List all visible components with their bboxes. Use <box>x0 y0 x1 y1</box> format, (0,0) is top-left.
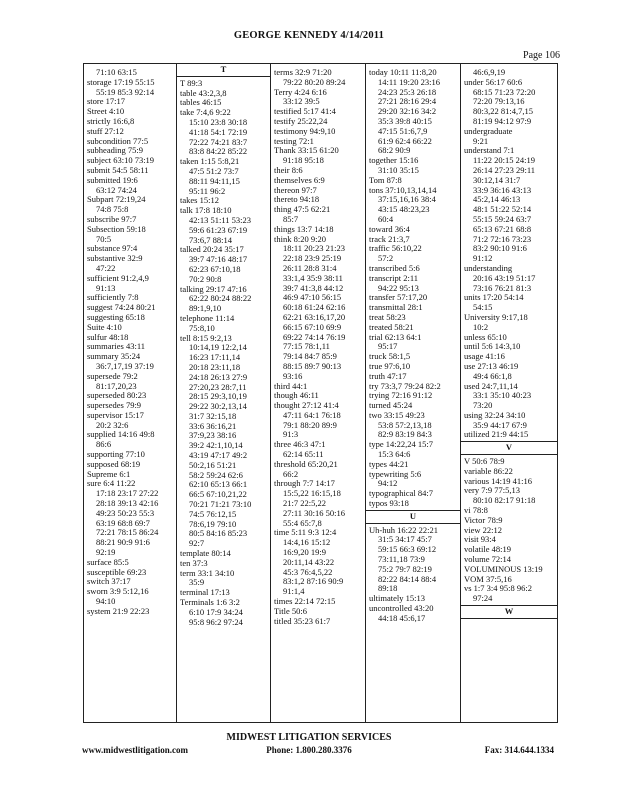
index-entry-continuation: 91:3 <box>283 430 299 440</box>
index-entry-continuation: 35:9 44:17 67:9 <box>473 420 527 430</box>
index-entry-continuation: 48:1 51:22 52:14 <box>473 205 532 215</box>
index-entry-continuation: 31:5 34:17 45:7 <box>378 535 432 545</box>
index-entry-continuation: 70:21 71:21 73:10 <box>189 500 252 510</box>
footer-company-name: MIDWEST LITIGATION SERVICES <box>226 732 392 743</box>
index-entry-continuation: 44:18 45:6,17 <box>378 613 426 623</box>
index-entry: term 33:1 34:10 <box>180 568 235 578</box>
index-entry: table 43:2,3,8 <box>180 88 227 98</box>
index-entry-continuation: 73:11,18 73:9 <box>378 555 425 565</box>
index-entry: supersede 79:2 <box>87 371 138 381</box>
index-entry: testing 72:1 <box>274 136 314 146</box>
index-entry: Street 4:10 <box>87 107 125 117</box>
index-entry-continuation: 22:18 23:9 25:19 <box>283 254 342 264</box>
index-entry: under 56:17 60:6 <box>464 77 523 87</box>
index-entry: use 27:13 46:19 <box>464 361 519 371</box>
letter-section-header: W <box>461 605 557 619</box>
index-entry-continuation: 57:2 <box>378 254 394 264</box>
index-entry-continuation: 80:3,22 81:4,7,15 <box>473 107 533 117</box>
index-entry-continuation: 71:2 72:16 73:23 <box>473 234 532 244</box>
index-entry: treated 58:21 <box>369 322 414 332</box>
index-entry: University 9:17,18 <box>464 312 528 322</box>
index-entry: variable 86:22 <box>464 466 513 476</box>
index-entry-continuation: 33:12 39:5 <box>283 97 320 107</box>
index-entry-continuation: 89:18 <box>378 584 398 594</box>
index-entry: vi 78:8 <box>464 506 488 516</box>
index-entry: supposed 68:19 <box>87 459 141 469</box>
index-entry-continuation: 60:18 61:24 62:16 <box>283 303 346 313</box>
index-entry: tables 46:15 <box>180 98 222 108</box>
index-entry: Terminals 1:6 3:2 <box>180 598 240 608</box>
index-entry: summaries 43:11 <box>87 342 145 352</box>
index-entry: sulfur 48:18 <box>87 332 129 342</box>
index-entry-continuation: 21:7 22:5,22 <box>283 499 326 509</box>
index-entry: Supreme 6:1 <box>87 469 131 479</box>
index-entry: T 89:3 <box>180 78 203 88</box>
index-entry: storage 17:19 55:15 <box>87 77 155 87</box>
index-entry-continuation: 62:22 80:24 88:22 <box>189 294 252 304</box>
index-entry: talking 29:17 47:16 <box>180 284 247 294</box>
index-entry-continuation: 59:6 61:23 67:19 <box>189 225 248 235</box>
index-entry: telephone 11:14 <box>180 313 235 323</box>
index-entry-continuation: 49:23 50:23 55:3 <box>96 508 155 518</box>
index-entry-continuation: 68:2 90:9 <box>378 146 411 156</box>
index-entry-continuation: 88:21 90:9 91:6 <box>96 538 150 548</box>
index-entry: volatile 48:19 <box>464 545 511 555</box>
index-entry-continuation: 33:9 36:16 43:13 <box>473 185 532 195</box>
index-column-4 <box>365 64 460 722</box>
index-entry-continuation: 42:13 51:11 53:23 <box>189 215 252 225</box>
index-entry-continuation: 63:12 74:24 <box>96 185 137 195</box>
index-entry: their 8:6 <box>274 165 303 175</box>
index-entry: utilized 21:9 44:15 <box>464 430 529 440</box>
index-entry-continuation: 86:6 <box>96 440 112 450</box>
index-entry-continuation: 20:11,14 43:22 <box>283 557 335 567</box>
index-entry-continuation: 73:16 76:21 81:3 <box>473 283 532 293</box>
index-column-1 <box>84 64 175 722</box>
index-entry: strictly 16:6,8 <box>87 116 135 126</box>
index-entry-continuation: 91:12 <box>473 254 493 264</box>
index-entry: taken 1:15 5:8,21 <box>180 157 240 167</box>
index-entry-continuation: 65:13 67:21 68:8 <box>473 224 532 234</box>
index-entry-continuation: 79:14 84:7 85:9 <box>283 352 337 362</box>
index-entry: Title 50:6 <box>274 606 307 616</box>
index-entry-continuation: 72:22 74:21 83:7 <box>189 137 248 147</box>
index-entry-continuation: 35:9 <box>189 578 205 588</box>
index-entry-continuation: 45:2,14 46:13 <box>473 195 521 205</box>
index-entry: vs 1:7 3:4 95:8 96:2 <box>464 584 533 594</box>
index-entry-continuation: 24:23 25:3 26:18 <box>378 87 437 97</box>
index-entry: though 46:11 <box>274 391 319 401</box>
index-entry: treat 58:23 <box>369 312 406 322</box>
index-entry: types 44:21 <box>369 459 409 469</box>
index-entry-continuation: 33:1 35:10 40:23 <box>473 391 532 401</box>
index-entry: unless 65:10 <box>464 332 507 342</box>
index-entry-continuation: 62:10 65:13 66:1 <box>189 480 248 490</box>
index-entry-continuation: 74:5 76:12,15 <box>189 509 237 519</box>
index-entry: together 15:16 <box>369 156 419 166</box>
index-entry-continuation: 58:2 59:24 62:6 <box>189 470 243 480</box>
index-entry: talked 20:24 35:17 <box>180 245 244 255</box>
index-column-5 <box>460 64 557 722</box>
index-entry-continuation: 83:2 90:10 91:6 <box>473 244 527 254</box>
index-entry-continuation: 83:1,2 87:16 90:9 <box>283 577 344 587</box>
index-entry: turned 45:24 <box>369 401 413 411</box>
index-entry: understand 7:1 <box>464 146 515 156</box>
index-entry-continuation: 92:7 <box>189 539 205 549</box>
index-entry: typewriting 5:6 <box>369 469 422 479</box>
index-entry-continuation: 78:6,19 79:10 <box>189 519 237 529</box>
index-entry-continuation: 50:2,16 51:21 <box>189 460 237 470</box>
index-entry: used 24:7,11,14 <box>464 381 518 391</box>
index-entry: truth 47:17 <box>369 371 407 381</box>
index-entry-continuation: 94:10 <box>96 597 116 607</box>
index-entry-continuation: 81:17,20,23 <box>96 381 137 391</box>
index-entry-continuation: 20:2 32:6 <box>96 420 129 430</box>
index-entry-continuation: 28:15 29:3,10,19 <box>189 392 247 402</box>
index-entry-continuation: 27:20,23 28:7,11 <box>189 382 247 392</box>
index-entry: suggest 74:24 80:21 <box>87 303 156 313</box>
index-entry: time 5:11 9:3 12:4 <box>274 528 337 538</box>
index-entry: Subpart 72:19,24 <box>87 195 146 205</box>
index-entry: system 21:9 22:23 <box>87 606 150 616</box>
index-entry-continuation: 71:10 63:15 <box>96 68 137 77</box>
index-entry-continuation: 33:1,4 35:9 38:11 <box>283 273 343 283</box>
index-entry-continuation: 60:4 <box>378 214 394 224</box>
index-entry-continuation: 73:6,7 88:14 <box>189 235 232 245</box>
index-entry-continuation: 97:24 <box>473 594 493 604</box>
index-entry-continuation: 54:15 <box>473 303 493 313</box>
index-entry: surface 85:5 <box>87 557 129 567</box>
index-entry: traffic 56:10,22 <box>369 244 422 254</box>
index-entry: Terry 4:24 6:16 <box>274 87 327 97</box>
index-entry: undergraduate <box>464 126 513 136</box>
index-entry-continuation: 46:9 47:10 56:15 <box>283 293 342 303</box>
index-entry-continuation: 15:10 23:8 30:18 <box>189 117 248 127</box>
index-entry: using 32:24 34:10 <box>464 410 526 420</box>
index-entry: view 22:12 <box>464 525 503 535</box>
index-column-2 <box>176 64 270 722</box>
index-entry: Suite 4:10 <box>87 322 122 332</box>
index-entry: very 7:9 77:5,13 <box>464 486 520 496</box>
index-entry-continuation: 62:21 63:16,17,20 <box>283 312 346 322</box>
index-entry-continuation: 15:5,22 16:15,18 <box>283 489 341 499</box>
index-entry-continuation: 6:10 17:9 34:24 <box>189 607 243 617</box>
index-entry-continuation: 91:13 <box>96 283 116 293</box>
index-entry: VOM 37:5,16 <box>464 574 512 584</box>
index-entry-continuation: 94:22 95:13 <box>378 283 419 293</box>
index-entry-continuation: 17:18 23:17 27:22 <box>96 489 159 499</box>
index-entry-continuation: 83:8 84:22 85:22 <box>189 147 248 157</box>
index-entry: Thank 33:15 61:20 <box>274 146 339 156</box>
index-entry: toward 36:4 <box>369 224 410 234</box>
index-entry: think 8:20 9:20 <box>274 234 326 244</box>
index-entry: supplied 14:16 49:8 <box>87 430 155 440</box>
index-entry: uncontrolled 43:20 <box>369 604 434 614</box>
index-entry-continuation: 72:20 79:13,16 <box>473 97 525 107</box>
index-entry-continuation: 82:9 83:19 84:3 <box>378 430 432 440</box>
index-entry: VOLUMINOUS 13:19 <box>464 564 543 574</box>
index-entry: Uh-huh 16:22 22:21 <box>369 525 438 535</box>
index-entry: ultimately 15:13 <box>369 594 425 604</box>
index-entry: Subsection 59:18 <box>87 224 146 234</box>
index-entry-continuation: 14:4,16 15:12 <box>283 538 331 548</box>
index-entry: terms 32:9 71:20 <box>274 68 332 77</box>
index-entry: testified 5:17 41:4 <box>274 107 336 117</box>
index-entry: Victor 78:9 <box>464 515 503 525</box>
index-entry: subscribe 97:7 <box>87 214 137 224</box>
index-entry-continuation: 9:21 <box>473 136 489 146</box>
index-entry: transfer 57:17,20 <box>369 293 428 303</box>
index-entry: typographical 84:7 <box>369 489 433 499</box>
index-entry-continuation: 26:11 28:8 31:4 <box>283 263 337 273</box>
index-entry-continuation: 36:7,17,19 37:19 <box>96 361 154 371</box>
index-entry: sufficient 91:2,4,9 <box>87 273 149 283</box>
index-entry: V 50:6 78:9 <box>464 457 505 467</box>
index-entry: typos 93:18 <box>369 499 409 509</box>
index-entry-continuation: 69:22 74:14 76:19 <box>283 332 346 342</box>
index-entry: thereon 97:7 <box>274 185 317 195</box>
index-entry: store 17:17 <box>87 97 126 107</box>
word-index-table <box>83 63 558 723</box>
index-entry: stuff 27:12 <box>87 126 124 136</box>
index-entry-continuation: 55:4 65:7,8 <box>283 518 322 528</box>
index-entry-continuation: 49:4 66:1,8 <box>473 371 512 381</box>
index-entry: takes 15:12 <box>180 196 219 206</box>
index-entry-continuation: 77:15 78:1,11 <box>283 342 330 352</box>
index-entry-continuation: 91:1,4 <box>283 587 305 597</box>
index-entry: titled 35:23 61:7 <box>274 616 331 626</box>
index-entry-continuation: 66:5 67:10,21,22 <box>189 490 247 500</box>
index-entry: testimony 94:9,10 <box>274 126 336 136</box>
index-entry-continuation: 59:15 66:3 69:12 <box>378 545 437 555</box>
index-entry-continuation: 94:12 <box>378 479 398 489</box>
index-entry-continuation: 47:15 51:6,7,9 <box>378 126 428 136</box>
index-entry-continuation: 45:3 76:4,5,22 <box>283 567 333 577</box>
index-entry-continuation: 27:11 30:16 50:16 <box>283 508 346 518</box>
index-entry: superseded 80:23 <box>87 391 147 401</box>
index-entry: ten 37:3 <box>180 558 208 568</box>
index-entry-continuation: 28:18 39:13 42:16 <box>96 499 159 509</box>
index-entry: sworn 3:9 5:12,16 <box>87 587 149 597</box>
index-entry: two 33:15 49:23 <box>369 410 425 420</box>
index-entry: true 97:6,10 <box>369 361 411 371</box>
index-entry-continuation: 70:5 <box>96 234 112 244</box>
index-entry-continuation: 89:1,9,10 <box>189 304 222 314</box>
index-entry-continuation: 72:21 78:15 86:24 <box>96 528 159 538</box>
index-entry-continuation: 70:2 90:8 <box>189 274 222 284</box>
index-entry: summary 35:24 <box>87 352 141 362</box>
index-entry-continuation: 95:17 <box>378 342 398 352</box>
index-entry: suggesting 65:18 <box>87 312 145 322</box>
letter-section-header: T <box>177 64 270 77</box>
index-entry: subject 63:10 73:19 <box>87 156 155 166</box>
index-entry-continuation: 47:22 <box>96 263 116 273</box>
index-entry: submit 54:5 58:11 <box>87 165 149 175</box>
index-entry-continuation: 37:15,16,16 38:4 <box>378 195 436 205</box>
letter-section-header: U <box>366 510 460 524</box>
index-entry-continuation: 88:11 94:11,15 <box>189 176 240 186</box>
index-entry-continuation: 29:22 30:2,13,14 <box>189 402 247 412</box>
index-entry-continuation: 20:18 23:11,18 <box>189 362 241 372</box>
index-entry: switch 37:17 <box>87 577 131 587</box>
index-entry: template 80:14 <box>180 549 231 559</box>
index-entry-continuation: 63:19 68:8 69:7 <box>96 518 150 528</box>
index-entry-continuation: 16:23 17:11,14 <box>189 353 241 363</box>
index-entry: Tom 87:8 <box>369 175 402 185</box>
index-entry-continuation: 20:16 43:19 51:17 <box>473 273 536 283</box>
index-entry: visit 93:4 <box>464 535 496 545</box>
index-entry-continuation: 35:3 39:8 40:15 <box>378 116 432 126</box>
index-entry: thereto 94:18 <box>274 195 320 205</box>
index-entry-continuation: 80:10 82:17 91:18 <box>473 496 536 506</box>
index-entry: tell 8:15 9:2,13 <box>180 333 232 343</box>
index-entry-continuation: 46:6,9,19 <box>473 68 506 77</box>
index-entry-continuation: 47:11 64:1 76:18 <box>283 410 341 420</box>
index-entry: volume 72:14 <box>464 555 511 565</box>
index-entry: supporting 77:10 <box>87 450 145 460</box>
index-entry-continuation: 29:20 32:16 34:2 <box>378 107 437 117</box>
index-entry: subheading 75:9 <box>87 146 143 156</box>
index-entry: threshold 65:20,21 <box>274 459 338 469</box>
index-entry: terminal 17:13 <box>180 588 230 598</box>
index-entry: trying 72:16 91:12 <box>369 391 433 401</box>
index-entry-continuation: 47:5 51:2 73:7 <box>189 166 239 176</box>
index-entry: transmittal 28:1 <box>369 303 423 313</box>
index-entry: take 7:4,6 9:22 <box>180 108 231 118</box>
index-entry-continuation: 11:22 20:15 24:19 <box>473 156 536 166</box>
index-entry-continuation: 39:7 41:3,8 44:12 <box>283 283 344 293</box>
index-entry: thought 27:12 41:4 <box>274 401 339 411</box>
index-entry: supersedes 79:9 <box>87 401 142 411</box>
index-entry: testify 25:22,24 <box>274 116 328 126</box>
index-entry-continuation: 14:11 19:20 23:16 <box>378 77 441 87</box>
index-entry-continuation: 93:16 <box>283 371 303 381</box>
index-entry: substantive 32:9 <box>87 254 143 264</box>
index-entry-continuation: 85:7 <box>283 214 299 224</box>
index-entry-continuation: 43:19 47:17 49:2 <box>189 451 248 461</box>
index-entry-continuation: 66:2 <box>283 469 299 479</box>
index-entry-continuation: 92:19 <box>96 548 116 558</box>
index-entry: talk 17:8 18:10 <box>180 206 232 216</box>
footer-website: www.midwestlitigation.com <box>82 745 188 755</box>
index-entry-continuation: 82:22 84:14 88:4 <box>378 574 437 584</box>
index-entry: subcondition 77:5 <box>87 136 149 146</box>
index-entry-continuation: 16:9,20 19:9 <box>283 548 326 558</box>
index-entry-continuation: 80:5 84:16 85:23 <box>189 529 248 539</box>
index-entry-continuation: 10:2 <box>473 322 489 332</box>
index-entry-continuation: 30:12,14 31:7 <box>473 175 521 185</box>
index-entry-continuation: 95:8 96:2 97:24 <box>189 617 243 627</box>
index-entry: times 22:14 72:15 <box>274 597 336 607</box>
index-entry-continuation: 43:15 48:23,23 <box>378 205 430 215</box>
index-entry: trial 62:13 64:1 <box>369 332 422 342</box>
index-entry-continuation: 66:15 67:10 69:9 <box>283 322 342 332</box>
index-entry: three 46:3 47:1 <box>274 440 326 450</box>
index-entry: sure 6:4 11:22 <box>87 479 136 489</box>
index-entry: through 7:7 14:17 <box>274 479 335 489</box>
index-entry-continuation: 10:14,19 12:2,14 <box>189 343 247 353</box>
index-entry: units 17:20 54:14 <box>464 293 524 303</box>
index-entry: themselves 6:9 <box>274 175 325 185</box>
index-entry-continuation: 81:19 94:12 97:9 <box>473 116 532 126</box>
index-entry-continuation: 75:2 79:7 82:19 <box>378 564 432 574</box>
index-entry: track 21:3,7 <box>369 234 410 244</box>
index-entry-continuation: 79:22 80:20 89:24 <box>283 77 346 87</box>
index-entry-continuation: 68:15 71:23 72:20 <box>473 87 536 97</box>
index-entry: today 10:11 11:8,20 <box>369 68 437 77</box>
index-entry: transcript 2:11 <box>369 273 419 283</box>
index-entry: sufficiently 7:8 <box>87 293 139 303</box>
index-entry-continuation: 75:8,10 <box>189 323 215 333</box>
index-entry: tons 37:10,13,14,14 <box>369 185 437 195</box>
index-entry-continuation: 39:7 47:16 48:17 <box>189 255 248 265</box>
index-entry: submitted 19:6 <box>87 175 138 185</box>
index-entry-continuation: 79:1 88:20 89:9 <box>283 420 337 430</box>
index-entry-continuation: 73:20 <box>473 401 493 411</box>
index-entry-continuation: 31:7 32:15,18 <box>189 411 237 421</box>
index-entry-continuation: 91:18 95:18 <box>283 156 324 166</box>
index-entry-continuation: 26:14 27:23 29:11 <box>473 165 536 175</box>
index-entry-continuation: 33:6 36:16,21 <box>189 421 237 431</box>
index-column-3 <box>270 64 365 722</box>
index-entry-continuation: 61:9 62:4 66:22 <box>378 136 432 146</box>
index-entry: thing 47:5 62:21 <box>274 205 331 215</box>
index-entry-continuation: 24:18 26:13 27:9 <box>189 372 248 382</box>
index-entry-continuation: 95:11 96:2 <box>189 186 226 196</box>
index-entry: substance 97:4 <box>87 244 138 254</box>
letter-section-header: V <box>461 441 557 455</box>
index-entry: try 73:3,7 79:24 82:2 <box>369 381 441 391</box>
index-entry: various 14:19 41:16 <box>464 476 532 486</box>
index-entry-continuation: 27:21 28:16 29:4 <box>378 97 437 107</box>
footer-fax: Fax: 314.644.1334 <box>484 745 554 755</box>
index-entry: understanding <box>464 263 513 273</box>
index-entry: susceptible 69:23 <box>87 567 147 577</box>
index-entry: until 5:6 14:3,10 <box>464 342 521 352</box>
index-entry: type 14:22,24 15:7 <box>369 440 433 450</box>
index-entry: transcribed 5:6 <box>369 263 420 273</box>
footer-phone: Phone: 1.800.280.3376 <box>266 745 352 755</box>
index-entry-continuation: 41:18 54:1 72:19 <box>189 127 248 137</box>
index-entry-continuation: 39:2 42:1,10,14 <box>189 441 243 451</box>
index-entry-continuation: 74:8 75:8 <box>96 205 129 215</box>
index-entry: truck 58:1,5 <box>369 352 411 362</box>
index-entry-continuation: 62:23 67:10,18 <box>189 264 241 274</box>
index-entry-continuation: 53:8 57:2,13,18 <box>378 420 432 430</box>
deposition-header-title: GEORGE KENNEDY 4/14/2011 <box>233 30 385 41</box>
index-entry: supervisor 15:17 <box>87 410 144 420</box>
index-entry: things 13:7 14:18 <box>274 224 334 234</box>
index-entry-continuation: 15:3 64:6 <box>378 450 411 460</box>
index-entry: usage 41:16 <box>464 352 505 362</box>
index-entry-continuation: 18:11 20:23 21:23 <box>283 244 346 254</box>
page-number: Page 106 <box>523 50 560 61</box>
index-entry-continuation: 55:19 85:3 92:14 <box>96 87 155 97</box>
index-entry: third 44:1 <box>274 381 308 391</box>
index-entry-continuation: 37:9,23 38:16 <box>189 431 237 441</box>
index-entry-continuation: 55:15 59:24 63:7 <box>473 214 532 224</box>
index-entry-continuation: 88:15 89:7 90:13 <box>283 361 342 371</box>
index-entry-continuation: 31:10 35:15 <box>378 165 419 175</box>
index-entry-continuation: 62:14 65:11 <box>283 450 324 460</box>
